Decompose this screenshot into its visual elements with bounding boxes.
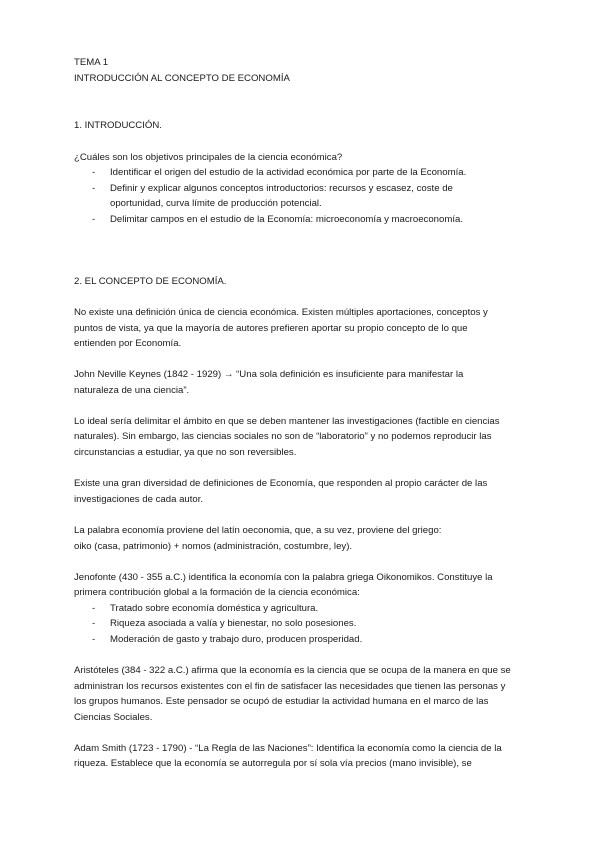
paragraph-line: administran los recursos existentes con el fin de satisfacer las necesidades que tienen las personas y (74, 681, 506, 692)
jenofonte-item: Moderación de gasto y trabajo duro, producen prosperidad. (110, 634, 363, 645)
paragraph-line: John Neville Keynes (1842 - 1929) → “Una sola definición es insuficiente para manifestar la (74, 369, 464, 380)
objectives-question: ¿Cuáles son los objetivos principales de la ciencia económica? (74, 152, 343, 163)
objective-item-continuation: oportunidad, curva límite de producción potencial. (110, 198, 322, 209)
paragraph-line: investigaciones de cada autor. (74, 494, 204, 505)
paragraph-line: los grupos humanos. Este pensador se ocupó de estudiar la actividad humana en el marco de las (74, 696, 489, 707)
paragraph-line: riqueza. Establece que la economía se autorregula por sí sola vía precios (mano invisible), se (74, 758, 472, 769)
objective-item: Delimitar campos en el estudio de la Economía: microeconomía y macroeconomía. (110, 214, 463, 225)
section-2-heading: 2. EL CONCEPTO DE ECONOMÍA. (74, 276, 227, 287)
paragraph-line: Lo ideal sería delimitar el ámbito en que se deben mantener las investigaciones (factible en ciencias (74, 416, 500, 427)
paragraph-line: Adam Smith (1723 - 1790) - “La Regla de las Naciones”: Identifica la economía como la ciencia de la (74, 743, 502, 754)
paragraph-line: Existe una gran diversidad de definiciones de Economía, que responden al propio carácter de las (74, 478, 488, 489)
bullet-marker: - (92, 618, 96, 629)
bullet-marker: - (92, 214, 96, 225)
paragraph-line: oiko (casa, patrimonio) + nomos (administración, costumbre, ley). (74, 541, 353, 552)
bullet-marker: - (92, 167, 96, 178)
paragraph-line: naturaleza de una ciencia”. (74, 385, 190, 396)
jenofonte-item: Riqueza asociada a valía y bienestar, no solo posesiones. (110, 618, 357, 629)
objective-item: Identificar el origen del estudio de la actividad económica por parte de la Economía. (110, 167, 467, 178)
paragraph-line: La palabra economía proviene del latín oeconomia, que, a su vez, proviene del griego: (74, 525, 442, 536)
tema-label: TEMA 1 (74, 57, 109, 68)
paragraph-line: puntos de vista, ya que la mayoría de autores prefieren aportar su propio concepto de lo que (74, 323, 468, 334)
bullet-marker: - (92, 634, 96, 645)
section-1-heading: 1. INTRODUCCIÓN. (74, 120, 162, 131)
paragraph-line: entienden por Economía. (74, 338, 182, 349)
bullet-marker: - (92, 183, 96, 194)
objective-item: Definir y explicar algunos conceptos introductorios: recursos y escasez, coste de (110, 183, 453, 194)
paragraph-line: circunstancias a estudiar, ya que no son reversibles. (74, 447, 297, 458)
bullet-marker: - (92, 603, 96, 614)
document-title: INTRODUCCIÓN AL CONCEPTO DE ECONOMÍA (74, 73, 290, 84)
jenofonte-item: Tratado sobre economía doméstica y agricultura. (110, 603, 319, 614)
paragraph-line: Jenofonte (430 - 355 a.C.) identifica la economía con la palabra griega Oikonomikos. Constituye la (74, 572, 493, 583)
paragraph-line: primera contribución global a la formación de la ciencia económica: (74, 587, 360, 598)
paragraph-line: Aristóteles (384 - 322 a.C.) afirma que la economía es la ciencia que se ocupa de la manera en que se (74, 665, 511, 676)
paragraph-line: naturales). Sin embargo, las ciencias sociales no son de “laboratorio” y no podemos reproducir las (74, 431, 492, 442)
paragraph-line: Ciencias Sociales. (74, 712, 153, 723)
paragraph-line: No existe una definición única de ciencia económica. Existen múltiples aportaciones, conceptos y (74, 307, 488, 318)
